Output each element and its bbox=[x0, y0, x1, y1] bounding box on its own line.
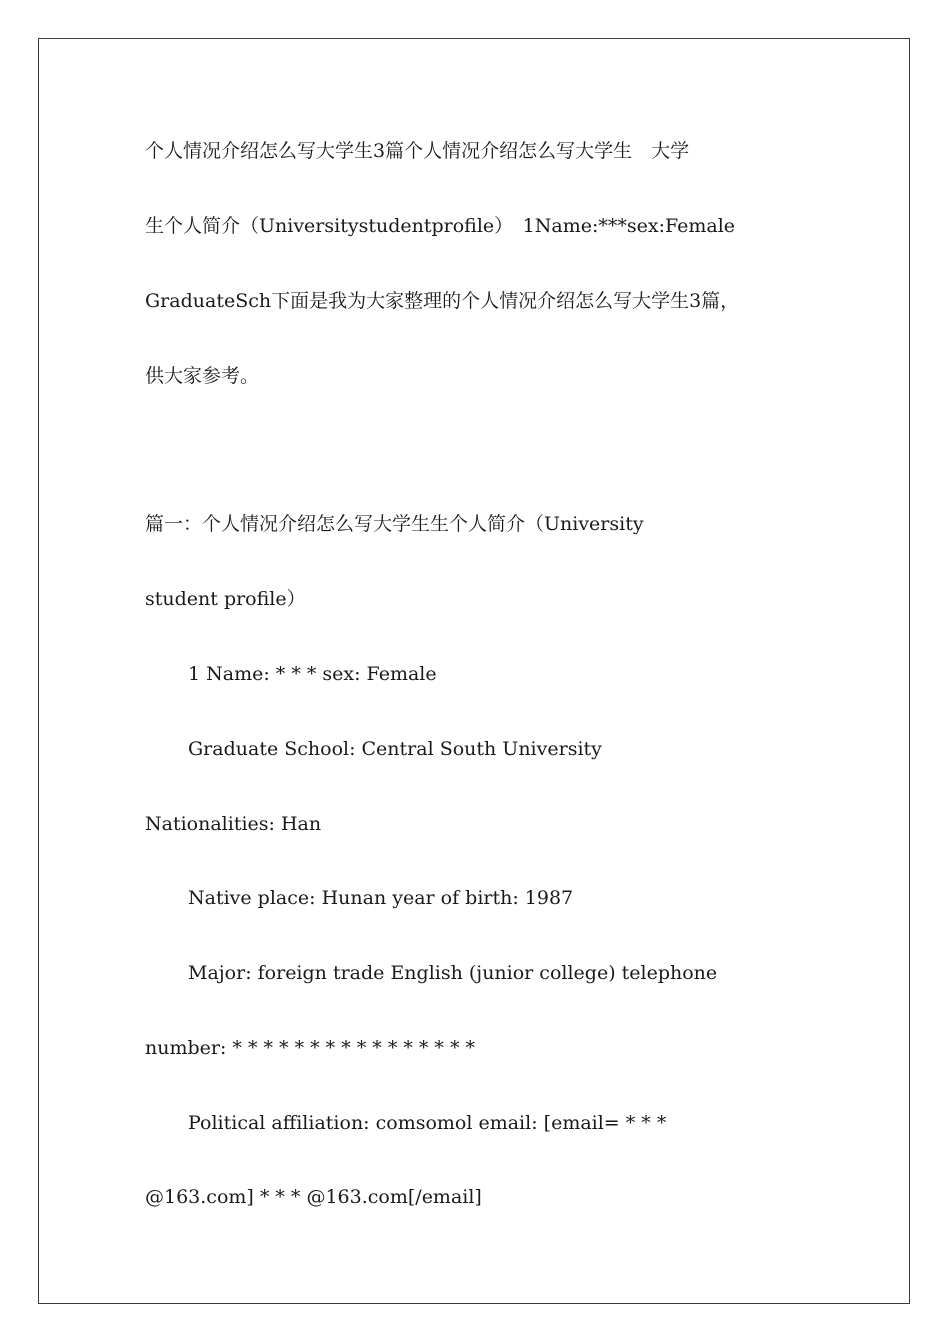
native-place-line: Native place: Hunan year of birth: 1987 bbox=[188, 887, 574, 909]
intro-line-2: 生个人简介（Universitystudentprofile） 1Name:***sex:Female bbox=[145, 215, 736, 237]
name-sex-line: 1 Name: * * * sex: Female bbox=[188, 663, 437, 685]
nationalities-line: Nationalities: Han bbox=[145, 813, 322, 835]
political-line-2: @163.com] * * * @163.com[/email] bbox=[145, 1186, 482, 1208]
political-line-1: Political affiliation: comsomol email: [email= * * * bbox=[188, 1112, 667, 1134]
major-line-1: Major: foreign trade English (junior college) telephone bbox=[188, 962, 718, 984]
major-line-2: number: * * * * * * * * * * * * * * * * bbox=[145, 1037, 476, 1059]
section-heading-line-2: student profile） bbox=[145, 588, 306, 610]
section-heading-line-1: 篇一：个人情况介绍怎么写大学生生个人简介（University bbox=[145, 513, 644, 535]
graduate-school-line: Graduate School: Central South University bbox=[188, 738, 602, 760]
intro-line-4: 供大家参考。 bbox=[145, 365, 260, 387]
intro-line-3: GraduateSch下面是我为大家整理的个人情况介绍怎么写大学生3篇， bbox=[145, 290, 740, 312]
intro-line-1: 个人情况介绍怎么写大学生3篇个人情况介绍怎么写大学生 大学 bbox=[145, 140, 690, 162]
